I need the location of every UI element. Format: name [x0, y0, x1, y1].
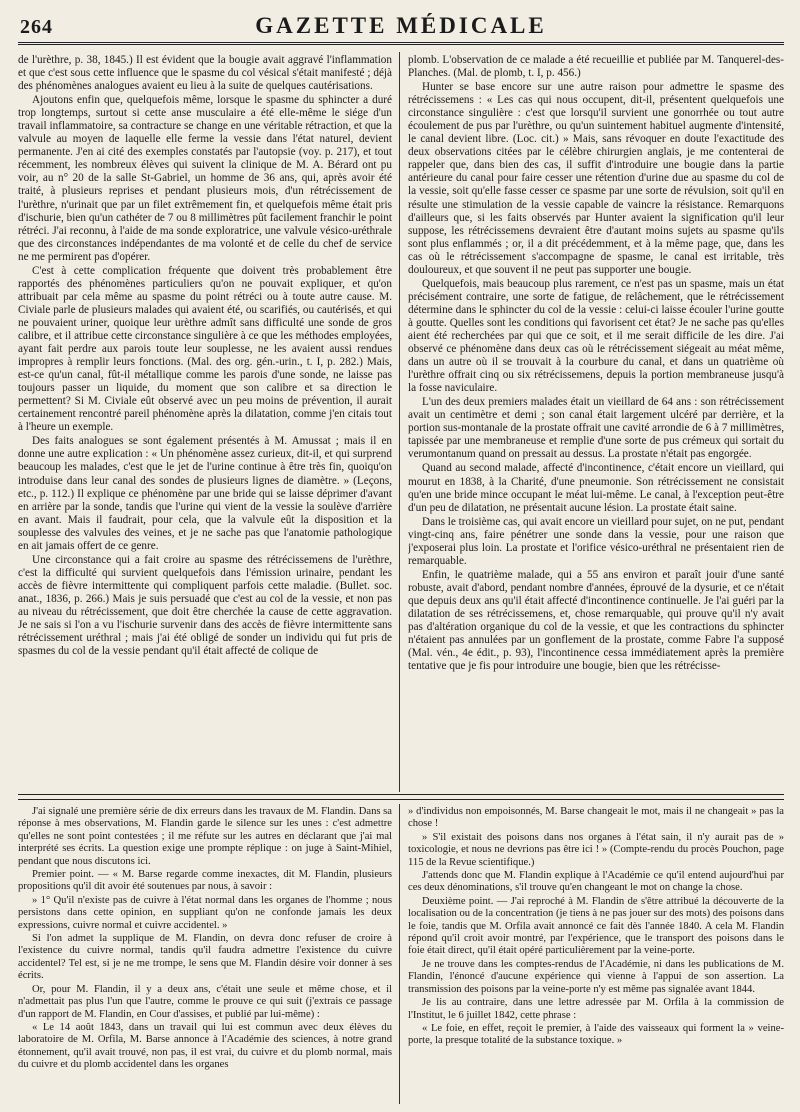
article-column-right	[408, 54, 784, 789]
paragraph: Je lis au contraire, dans une lettre adressée par M. Orfila à la commission de l'Institut, le 6 juillet 1842, cette phrase :	[408, 997, 784, 1021]
paragraph: Si l'on admet la supplique de M. Flandin, on devra donc refuser de croire à l'existence du cuivre normal, tandis qu'il faudra admettre l'existence du cuivre accidentel? Tel est, si je ne me trompe, le sens que M. Flandin désire voir donner à ses écrits.	[18, 933, 392, 982]
paragraph: L'un des deux premiers malades était un vieillard de 64 ans : son rétrécissement avait un centimètre et demi ; son canal était largement ulcéré par derrière, et la portion sus-montanale de la prostate offrait une cavité arrondie de 6 à 7 millimètres, tapissée par une membraneuse et remplie d'une sorte de pus crémeux qui sortait du verumontanum quand on pressait au dessus. La prostate n'était pas engorgée.	[408, 396, 784, 461]
paragraph: de l'urèthre, p. 38, 1845.) Il est évident que la bougie avait aggravé l'inflammation et que c'est sous cette influence que le spasme du col vésical s'était manifesté ; déjà des phénomènes analogues avaient eu lieu à la suite de quelques cautérisations.	[18, 54, 392, 93]
journal-title: GAZETTE MÉDICALE	[255, 13, 547, 38]
paragraph: Premier point. — « M. Barse regarde comme inexactes, dit M. Flandin, plusieurs propositions qu'il dit avoir été soutenues par nous, à savoir :	[18, 869, 392, 893]
page-header	[18, 8, 784, 45]
article-column-left	[18, 54, 392, 789]
feuilleton-divider	[18, 794, 784, 800]
paragraph: Des faits analogues se sont également présentés à M. Amussat ; mais il en donne une autre explication : « Un phénomène assez curieux, dit-il, et qui surprend beaucoup les malades, c'est que le jet de l'urine continue à être très fin, quoiqu'on introduise dans leur canal des sondes de plusieurs lignes de diamètre. » (Leçons, etc., p. 112.) Il explique ce phénomène par une bride qui se laisse déprimer d'avant en arrière par la sonde, tandis que l'urine qui vient de la vessie la soulève d'arrière en avant. Mais il faudrait, pour cela, que la valvule eût la disposition et la souplesse des valvules des veines, et je ne sache pas que l'anatomie pathologique en ait jamais offert de ce genre.	[18, 435, 392, 552]
page-number: 264	[20, 16, 53, 38]
quote-paragraph: « Le foie, en effet, reçoit le premier, à l'aide des vaisseaux qui forment la » veine-porte, la presque totalité de la substance toxique. »	[408, 1022, 784, 1047]
feuilleton-column-divider	[399, 804, 400, 1104]
paragraph: Quand au second malade, affecté d'incontinence, c'était encore un vieillard, qui mourut en 1838, à la Charité, d'une pneumonie. Son rétrécissement ne consistait qu'en une bride mince occupant le méat lui-même. Le canal, à l'exception peut-être d'un peu de dilatation, ne présentait aucune lésion. La prostate était saine.	[408, 462, 784, 514]
quote-paragraph: » d'individus non empoisonnés, M. Barse changeait le mot, mais il ne changeait » pas la chose !	[408, 806, 784, 830]
paragraph: Deuxième point. — J'ai reproché à M. Flandin de s'être attribué la découverte de la localisation ou de la concentration (je tiens à ne pas jouer sur des mots) des poisons dans le foie, tandis que M. Orfila avait annoncé ce fait dès l'année 1840. A cela M. Flandin répond qu'il croit avoir montré, par l'expérience, que le transport des poisons dans le foie était direct, qu'il était opéré particulièrement par la veine-porte.	[408, 895, 784, 957]
feuilleton-column-right	[408, 806, 784, 1106]
newspaper-page	[18, 8, 784, 1106]
paragraph: J'attends donc que M. Flandin explique à l'Académie ce qu'il entend aujourd'hui par ces deux dénominations, s'il trouve qu'en changeant le mot on change la chose.	[408, 870, 784, 894]
paragraph: Quelquefois, mais beaucoup plus rarement, ce n'est pas un spasme, mais un état précisément contraire, une sorte de fatigue, de relâchement, que le rétrécissement détermine dans le sphincter du col de la vessie : celui-ci laisse écouler l'urine goutte à goutte. Quelles sont les conditions qui favorisent cet état? Je ne sache pas qu'elles aient été recherchées par qui que ce soit, et il me serait difficile de les dire. J'ai observé ce phénomène dans deux cas où le rétrécissement siégeait au méat même, dans un autre où il se trouvait à la courbure du canal, et dans un quatrième où l'urèthre offrait cinq ou six rétrécissemens, depuis la portion membraneuse jusqu'à la fosse naviculaire.	[408, 277, 784, 395]
paragraph: J'ai signalé une première série de dix erreurs dans les travaux de M. Flandin. Dans sa réponse à mes observations, M. Flandin garde le silence sur les unes : c'est admettre qu'elles ne sont point contestées ; il me réfute sur les autres en déclarant que j'ai mal interprété ses écrits. La question exige une prompte réplique : on juge à Saint-Mihiel, pendant que nous discutons ici.	[18, 806, 392, 867]
paragraph: Dans le troisième cas, qui avait encore un vieillard pour sujet, on ne put, pendant vingt-cinq ans, faire pénétrer une sonde dans la vessie, pour une raison que j'exposerai plus loin. La prostate et l'orifice vésico-uréthral ne présentaient rien de remarquable.	[408, 515, 784, 567]
paragraph: plomb. L'observation de ce malade a été recueillie et publiée par M. Tanquerel-des-Planches. (Mal. de plomb, t. I, p. 456.)	[408, 54, 784, 80]
feuilleton-column-left	[18, 806, 392, 1106]
paragraph: Je ne trouve dans les comptes-rendus de l'Académie, ni dans les publications de M. Flandin, l'énoncé d'aucune expérience qui vienne à l'appui de son assertion. La transmission des poisons par la veine-porte n'y est même pas signalée avant 1844.	[408, 958, 784, 995]
paragraph: Or, pour M. Flandin, il y a deux ans, c'était une seule et même chose, et il n'admettait pas plus l'un que l'autre, comme le prouve ce qui suit (j'extrais ce passage d'un rapport de M. Flandin, en Cour d'assises, et publié par lui-même) :	[18, 983, 392, 1020]
paragraph: Enfin, le quatrième malade, qui a 55 ans environ et paraît jouir d'une santé robuste, avait d'abord, pendant nombre d'années, éprouvé de la dysurie, et ce n'était que depuis deux ans qu'il était affecté d'incontinence continuelle. Je l'ai guéri par la dilatation de ses rétrécissemens, et, chose remarquable, qui prouve qu'il n'y avait pas d'altération organique du col de la vessie, et que les contractions du sphincter n'étaient pas annulées par un gonflement de la prostate, comme Fabre l'a supposé (Mal. vén., 4e édit., p. 93), l'incontinence cessa immédiatement après la première tentative que je fis pour introduire une bougie, bien que les rétrécisse-	[408, 568, 784, 673]
paragraph: Hunter se base encore sur une autre raison pour admettre le spasme des rétrécissemens : « Les cas qui nous occupent, dit-il, présentent quelquefois une circonstance singulière : c'est que lorsqu'il survient une gonorrhée ou tout autre écoulement de pus par l'urèthre, ou qu'un suintement habituel augmente d'intensité, le canal devient libre. (Loc. cit.) » Mais, sans révoquer en doute l'exactitude des deux observations citées par le célèbre chirurgien anglais, je me contenterai de rappeler que, dans bien des cas, il suffit d'introduire une bougie dans la partie antérieure du canal pour faire cesser une rétention d'urine due au spasme du col de la vessie, soit qu'elle fasse cesser ce spasme par une sorte de révulsion, soit qu'il en résulte une stimulation de la vessie capable de vaincre la résistance. Remarquons d'ailleurs que, si les faits observés par Hunter avaient la signification qu'il leur suppose, les rétrécissemens devraient être d'autant moins sujets au spasme qu'ils sont plus enflammés ; or, il a dit précédemment, et à la même page, que, dans les cas où le rétrécissement s'accompagne de spasme, le canal est irritable, très douloureux, et que souvent il ne peut pas supporter une bougie.	[408, 81, 784, 276]
quote-paragraph: » 1° Qu'il n'existe pas de cuivre à l'état normal dans les organes de l'homme ; nous persistons dans cette opinion, en suppliant qu'on ne confonde jamais les deux expressions, cuivre normal et cuivre accidentel. »	[18, 894, 392, 931]
quote-paragraph: » S'il existait des poisons dans nos organes à l'état sain, il n'y aurait pas de » toxicologie, et nous ne devrions pas être ici ! » (Compte-rendu du procès Pouchon, page 115 de la Revue scientifique.)	[408, 831, 784, 868]
paragraph: C'est à cette complication fréquente que doivent très probablement être rapportés des phénomènes particuliers qu'on ne pouvait expliquer, et qu'on attribuait par cela même au spasme du point rétréci ou à toute autre cause. M. Civiale parle de plusieurs malades qui avaient été, ou scarifiés, ou cautérisés, et qui ne pouvaient uriner, quoique leur urèthre admît sans difficulté une sonde de gros calibre, et il attribue cette circonstance singulière à ce que les méthodes employées, ayant fait perdre aux parois toute leur souplesse, ne les avaient aussi rendues impropres à remplir leurs fonctions. (Mal. des org. gén.-urin., t. I, p. 282.) Mais, est-ce qu'un canal, fût-il métallique comme les parois d'une sonde, ne laisse pas toujours passer un liquide, du moment que son calibre et sa direction le permettent? Si M. Civiale eût observé avec un peu moins de prévention, il aurait certainement rencontré pareil phénomène après la dilatation, comme j'en citais tout à l'heure un exemple.	[18, 264, 392, 434]
column-divider	[399, 52, 400, 792]
paragraph: Une circonstance qui a fait croire au spasme des rétrécissemens de l'urèthre, c'est la difficulté qui survient quelquefois dans l'émission urinaire, pendant les accès de fièvre intermittente qui compliquent parfois cette maladie. (Bullet. soc. anat., 1836, p. 266.) Mais je suis persuadé que c'est au col de la vessie, et non pas au niveau du rétrécissement, que doit être cherchée la cause de cette aggravation. Je ne sais si l'on a vu l'ischurie survenir dans des accès de fièvre intermittente sans rétrécissement uréthral ; mais j'ai été obligé de sonder un individu qui fut pris de spasmes du col de la vessie pendant qu'il était affecté de colique de	[18, 553, 392, 658]
quote-paragraph: « Le 14 août 1843, dans un travail qui lui est commun avec deux élèves du laboratoire de M. Orfila, M. Barse annonce à l'Académie des sciences, à notre grand étonnement, qu'il avait trouvé, non pas, il est vrai, du cuivre et du plomb normal, mais du cuivre et du plomb accidentel dans les organes	[18, 1021, 392, 1071]
paragraph: Ajoutons enfin que, quelquefois même, lorsque le spasme du sphincter a duré trop longtemps, surtout si cette anse musculaire a été elle-même le siége d'un travail inflammatoire, sa contracture se change en une véritable rétraction, et que la valvule au moyen de laquelle elle ferme la vessie dans l'état naturel, devient permanente. J'en ai cité des exemples constatés par l'autopsie (voy. p. 217), et tout récemment, les nombreux élèves qui suivent la clinique de M. A. Bérard ont pu voir, au n° 20 de la salle St-Gabriel, un homme de 36 ans, qui, après avoir été traité, à plusieurs reprises et pendant plusieurs mois, d'un rétrécissement de l'urèthre, n'urinait que par un filet extrêmement fin, et quelquefois même était pris d'ischurie, bien qu'un cathéter de 7 ou 8 millimètres pût facilement franchir le point rétréci. J'ai reconnu, à l'aide de ma sonde exploratrice, une valvule vésico-uréthrale que des circonstances indépendantes de ma volonté et de celle du chef de service ne me permirent pas d'opérer.	[18, 94, 392, 263]
